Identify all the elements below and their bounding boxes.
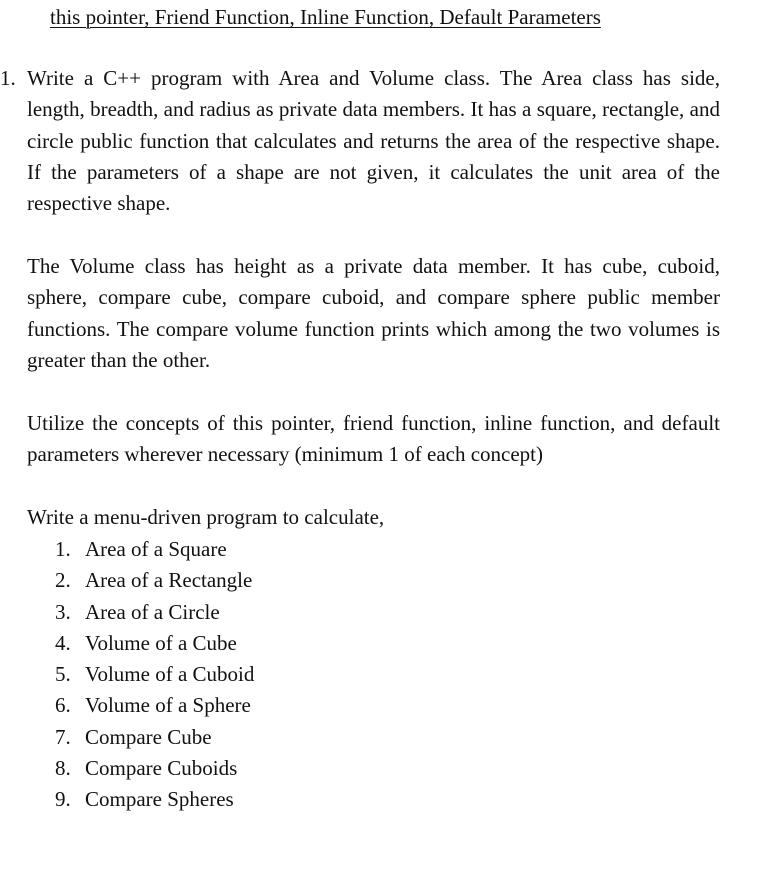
menu-item-label: Area of a Square xyxy=(85,537,227,561)
menu-item xyxy=(55,628,254,659)
menu-item-label: Compare Cuboids xyxy=(85,756,238,781)
question-number: 1. xyxy=(0,66,16,90)
section-heading: this pointer, Friend Function, Inline Function, Default Parameters xyxy=(50,5,601,29)
menu-item xyxy=(55,722,254,753)
menu-item-number: 5. xyxy=(55,662,71,687)
menu-item-number: 3. xyxy=(55,599,71,624)
menu-item-number: 7. xyxy=(55,724,71,749)
menu-item-number: 1. xyxy=(55,537,71,561)
menu-item-label: Area of a Circle xyxy=(85,599,220,624)
menu-item xyxy=(55,784,254,815)
menu-item xyxy=(55,534,254,565)
menu-item xyxy=(55,753,254,784)
menu-item-label: Compare Cube xyxy=(85,724,212,749)
question-paragraph-volume-class: The Volume class has height as a private data member. It has cube, cuboid, sphere, compare cube, compare cuboid, and compare sphere public member functions. The compare volume function prints which among the two volumes is greater than the other. xyxy=(27,254,720,372)
menu-intro: Write a menu-driven program to calculate, xyxy=(27,505,385,529)
menu-item xyxy=(55,659,254,690)
menu-item-label: Volume of a Sphere xyxy=(85,693,251,718)
menu-item-label: Volume of a Cuboid xyxy=(85,662,255,687)
question-paragraph-area-class: Write a C++ program with Area and Volume class. The Area class has side, length, breadth, and radius as private data members. It has a square, rectangle, and circle public function that calculates and returns the area of the respective shape. If the parameters of a shape are not given, it calculates the unit area of the respective shape. xyxy=(27,66,720,216)
menu-item-number: 9. xyxy=(55,787,71,812)
menu-item xyxy=(55,597,254,628)
menu-item-number: 4. xyxy=(55,630,71,655)
question-paragraph-concepts: Utilize the concepts of this pointer, friend function, inline function, and default parameters wherever necessary (minimum 1 of each concept) xyxy=(27,411,720,467)
menu-item xyxy=(55,690,254,721)
menu-item xyxy=(55,565,254,596)
menu-item-number: 6. xyxy=(55,693,71,718)
menu-item-label: Volume of a Cube xyxy=(85,630,237,655)
menu-item-number: 2. xyxy=(55,568,71,593)
menu-item-label: Compare Spheres xyxy=(85,787,234,812)
menu-item-number: 8. xyxy=(55,756,71,781)
menu-list xyxy=(55,534,254,816)
menu-item-label: Area of a Rectangle xyxy=(85,568,253,593)
